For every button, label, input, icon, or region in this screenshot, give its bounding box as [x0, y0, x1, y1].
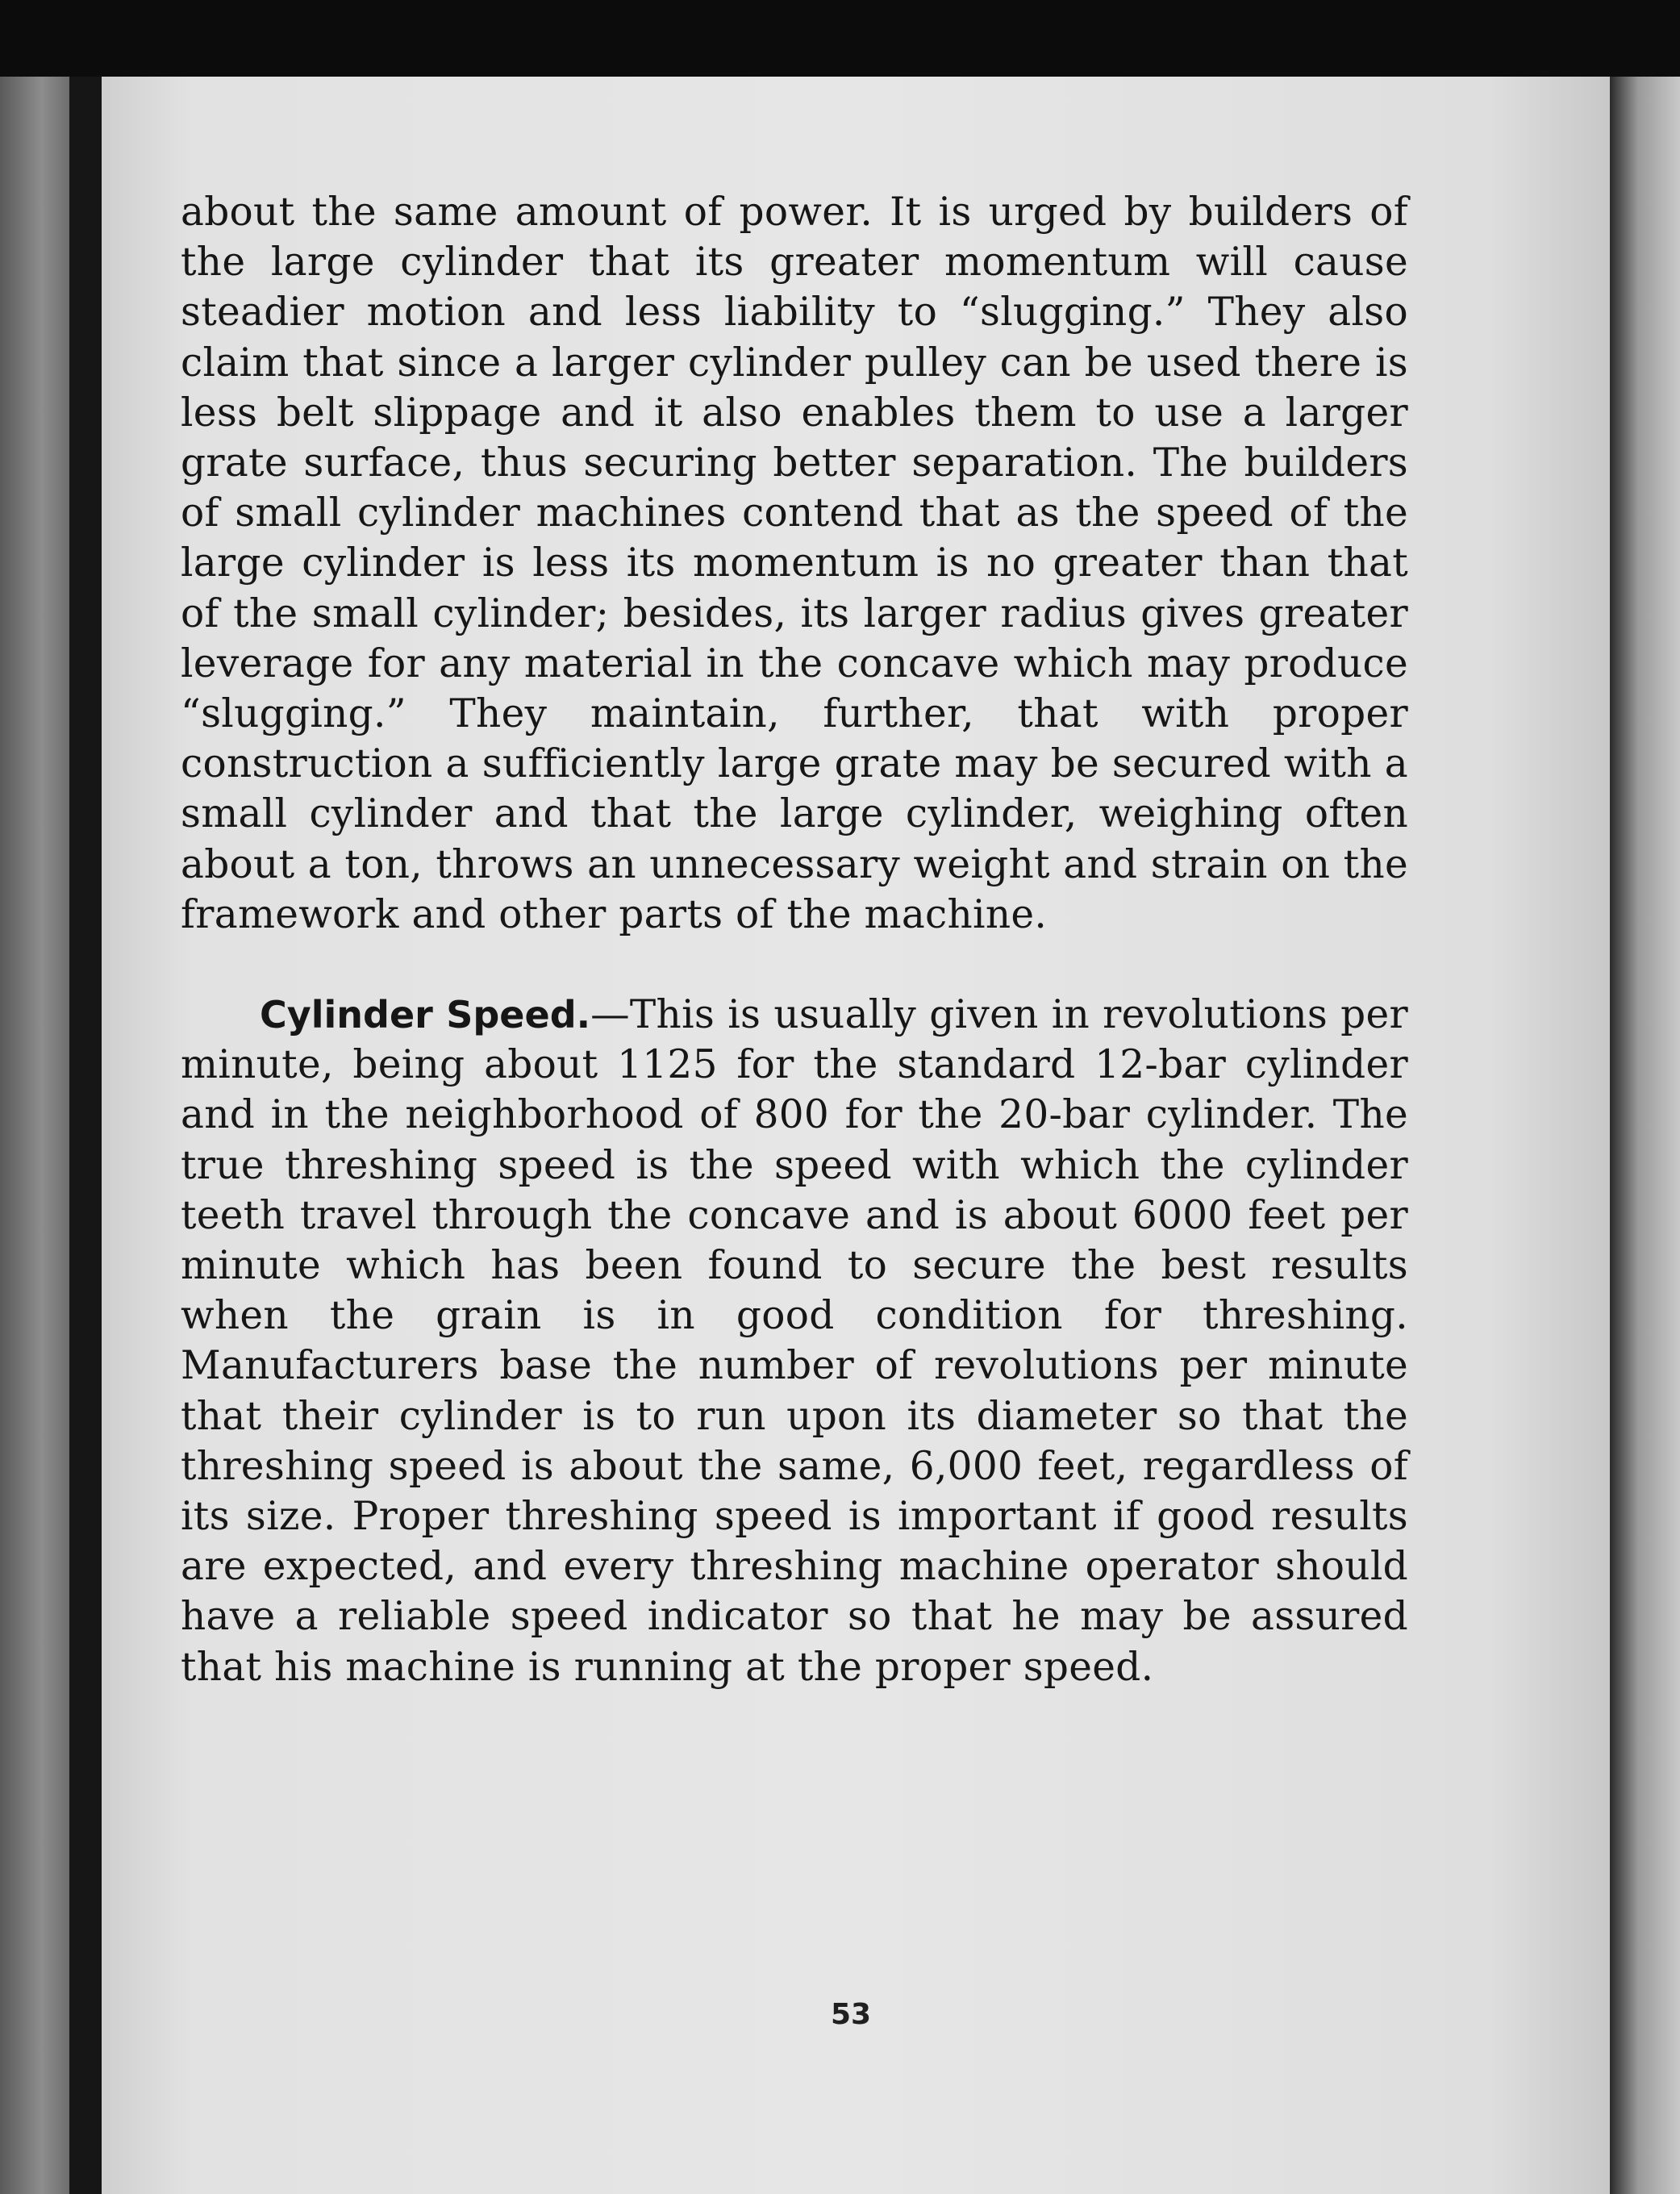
paragraph-cylinder-speed	[181, 990, 1408, 1692]
page-right-edge	[1610, 77, 1680, 2194]
paragraph-power-comparison: about the same amount of power. It is urged by builders of the large cylinder that its greater momentum will cause steadier motion and less liability to “slugging.” They also claim that since a larger cylinder pulley can be used there is less belt slippage and it also enables them to use a larger grate surface, thus securing better separation. The builders of small cylinder machines contend that as the speed of the large cylinder is less its momentum is no greater than that of the small cylinder; besides, its larger radius gives greater leverage for any material in the concave which may produce “slugging.” They maintain, further, that with proper construction a sufficiently large grate may be secured with a small cylinder and that the large cylinder, weighing often about a ton, throws an unnecessary weight and strain on the framework and other parts of the machine.	[181, 190, 1408, 937]
paragraph-cylinder-speed-body: —This is usually given in revolutions per minute, being about 1125 for the standard 12-bar cylinder and in the neighborhood of 800 for the 20-bar cylinder. The true threshing speed is the speed with which the cylinder teeth travel through the concave and is about 6000 feet per minute which has been found to secure the best results when the grain is in good condition for threshing. Manufacturers base the number of revolutions per minute that their cylinder is to run upon its diameter so that the threshing speed is about the same, 6,000 feet, regardless of its size. Proper threshing speed is important if good results are expected, and every threshing machine operator should have a reliable speed indicator so that he may be assured that his machine is running at the proper speed.	[181, 992, 1408, 1690]
body-text	[181, 187, 1408, 1692]
section-heading: Cylinder Speed.	[260, 993, 591, 1037]
page-number: 53	[831, 1998, 872, 2031]
page-gutter	[69, 77, 102, 2194]
previous-page-edge	[0, 77, 69, 2194]
